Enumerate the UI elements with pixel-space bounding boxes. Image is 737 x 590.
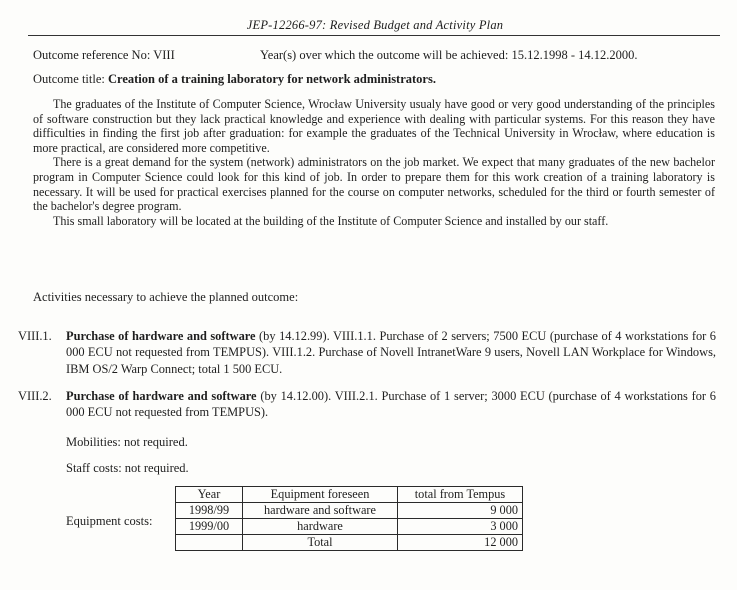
description [33,97,715,228]
activity-number: VIII.1. [18,329,52,343]
paragraph: There is a great demand for the system (network) administrators on the job market. We expect that many graduates of the new bachelor program in Computer Science could look for this kind of job. In order to prepare them for this work creation of a training laboratory is necessary. It will be used for practical exercises planned for the course on computer networks, scheduled for the third or fourth semester of the bachelor's degree program. [33,155,715,214]
total-label: Total [243,535,398,551]
activity-text [66,388,716,421]
activity-detail: (by 14.12.99). VIII.1.1. Purchase of 2 servers; 7500 ECU (purchase of 4 workstations for 6 000 ECU not requested from TEMPUS). VIII.1.2. Purchase of Novell IntranetWare 9 users, Novell LAN Workplace for Windows, IBM OS/2 Warp Connect; total 1 500 ECU. [66,329,716,376]
table-row [176,503,523,519]
outcome-reference-value: VIII [153,48,175,62]
column-header: Equipment foreseen [243,487,398,503]
outcome-years-label: Year(s) over which the outcome will be achieved: [260,48,509,62]
table-header-row [176,487,523,503]
activity-heading: Purchase of hardware and software [66,389,257,403]
table-cell: hardware and software [243,503,398,519]
table-cell: 1999/00 [176,519,243,535]
activity-detail: (by 14.12.00). VIII.2.1. Purchase of 1 server; 3000 ECU (purchase of 4 workstations for 6 000 ECU not requested from TEMPUS). [66,389,716,420]
equipment-table [175,486,523,551]
outcome-title-label: Outcome title: [33,72,105,86]
outcome-years [260,48,637,63]
activity-item [18,388,716,421]
total-value: 12 000 [398,535,523,551]
activity-heading: Purchase of hardware and software [66,329,256,343]
activity-number: VIII.2. [18,389,52,403]
table-row [176,519,523,535]
paragraph: The graduates of the Institute of Computer Science, Wrocław University usualy have good or very good understanding of the principles of software construction but they lack practical knowledge and experience with dealing with particular systems. For this reason they have difficulties in finding the first job after graduation: for example the graduates of the Technical University in Wrocław, where education is more practical, are considered more competitive. [33,97,715,155]
table-cell [176,535,243,551]
table-total-row [176,535,523,551]
paragraph: This small laboratory will be located at the building of the Institute of Computer Science and installed by our staff. [53,213,609,228]
table-cell: 9 000 [398,503,523,519]
running-title: JEP-12266-97: Revised Budget and Activity Plan [246,18,504,32]
staff-costs-note: Staff costs: not required. [66,461,189,475]
table-cell: 3 000 [398,519,523,535]
outcome-title: Creation of a training laboratory for network administrators. [107,72,436,86]
column-header: Year [176,487,243,503]
column-header: total from Tempus [398,487,523,503]
table-cell: hardware [243,519,398,535]
outcome-years-value: 15.12.1998 - 14.12.2000. [511,48,638,62]
activity-item [18,328,716,377]
outcome-title-row [33,72,436,87]
outcome-reference-label: Outcome reference No: [33,48,151,62]
activities-intro: Activities necessary to achieve the planned outcome: [33,290,299,304]
activity-text [66,328,716,377]
equipment-costs-label: Equipment costs: [66,514,153,528]
table-cell: 1998/99 [176,503,243,519]
header-rule [28,35,720,36]
outcome-reference-row [33,48,723,63]
mobilities-note: Mobilities: not required. [66,435,188,449]
